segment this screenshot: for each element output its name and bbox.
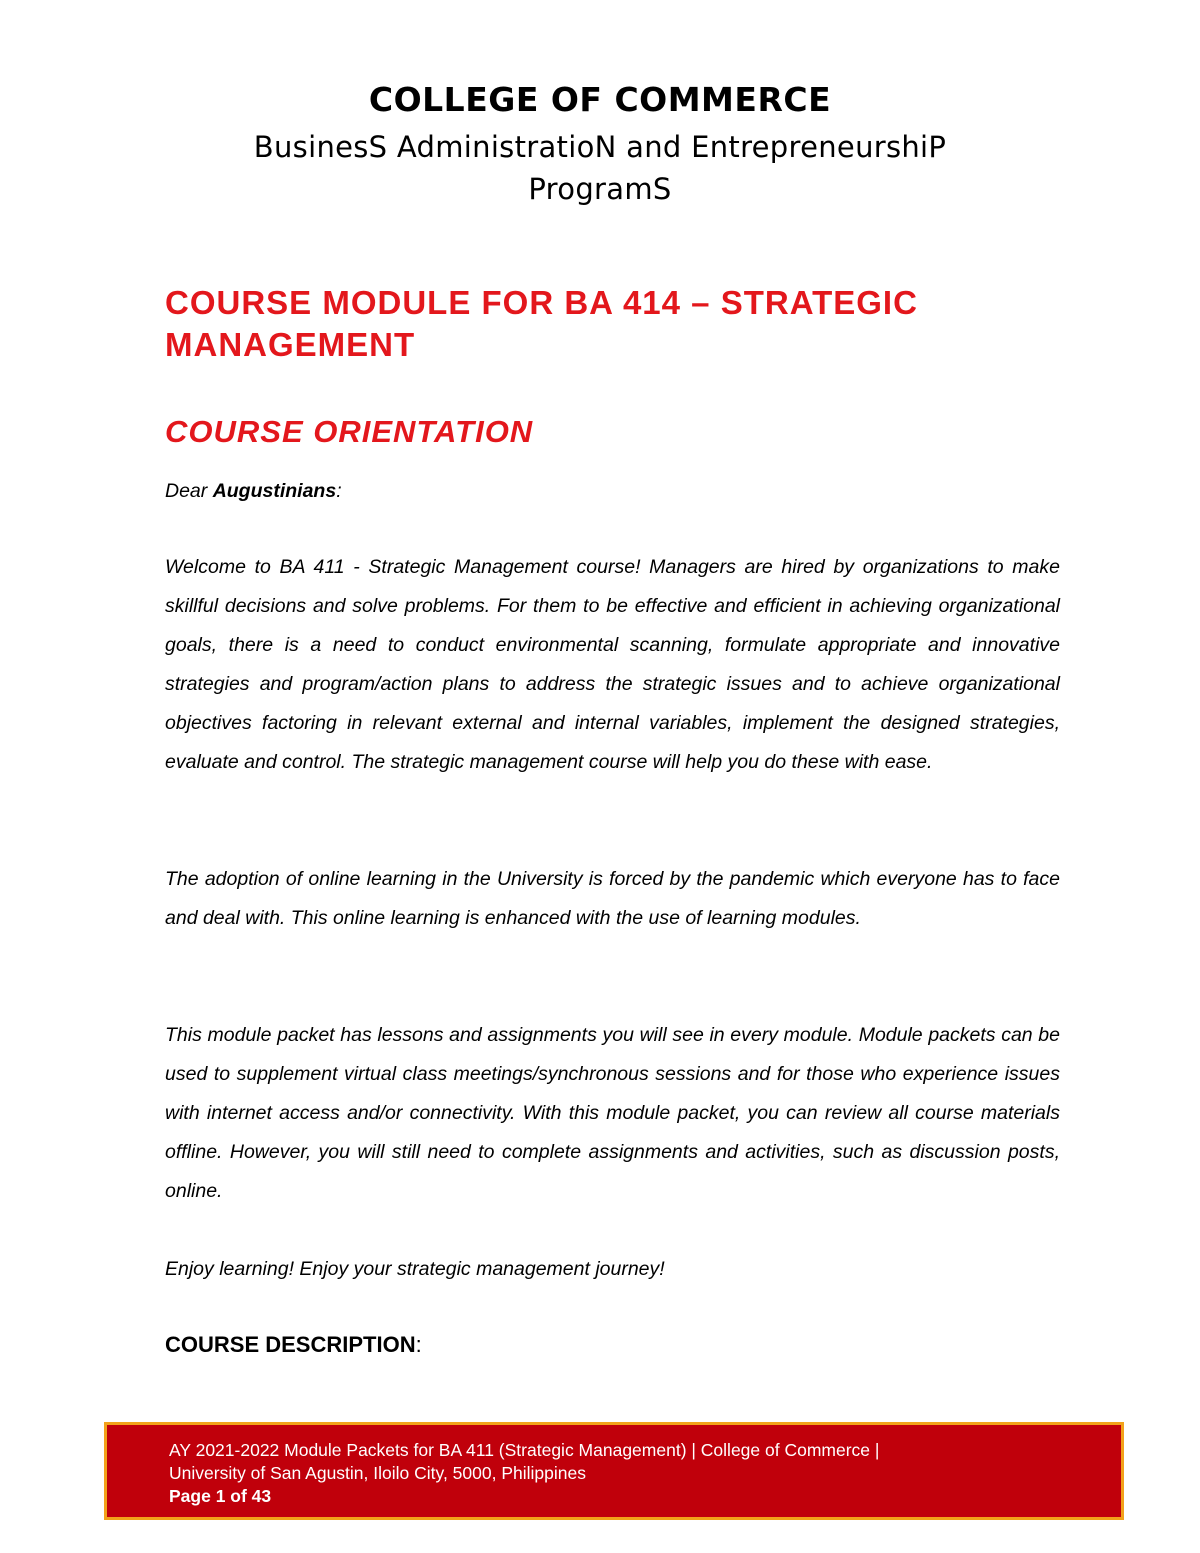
salutation <box>165 472 1060 511</box>
module-title: COURSE MODULE FOR BA 414 – STRATEGIC MANAGEMENT <box>165 284 918 363</box>
page-footer <box>104 1422 1124 1520</box>
course-description-heading <box>165 1332 422 1358</box>
program-title-line-1: BusinesS AdministratioN and EntrepreneurshiP <box>253 130 947 164</box>
footer-line-address: University of San Agustin, Iloilo City, 5000, Philippines <box>169 1463 586 1483</box>
course-description-label: COURSE DESCRIPTION <box>165 1332 416 1357</box>
orientation-paragraph-closing: Enjoy learning! Enjoy your strategic management journey! <box>165 1258 665 1280</box>
salutation-prefix: Dear <box>165 480 213 502</box>
college-title: COLLEGE OF COMMERCE <box>368 80 832 119</box>
course-orientation-heading: COURSE ORIENTATION <box>165 414 534 449</box>
orientation-paragraph-module-packet: This module packet has lessons and assignments you will see in every module. Module packets can be used to supplement virtual class meetings/synchronous sessions and for those who experience issues with internet access and/or connectivity. With this module packet, you can review all course materials offline. However, you will still need to complete assignments and activities, such as discussion posts, online. <box>165 1024 1060 1202</box>
salutation-name: Augustinians <box>212 480 337 502</box>
page-number: Page 1 of 43 <box>169 1486 272 1506</box>
salutation-suffix: : <box>336 480 342 502</box>
footer-line-course: AY 2021-2022 Module Packets for BA 411 (Strategic Management) | College of Commerce | <box>169 1440 880 1460</box>
orientation-paragraph-online-learning: The adoption of online learning in the University is forced by the pandemic which everyone has to face and deal with. This online learning is enhanced with the use of learning modules. <box>165 868 1060 929</box>
program-title-line-2: ProgramS <box>528 172 672 206</box>
course-description-colon: : <box>415 1332 422 1357</box>
orientation-paragraph-welcome: Welcome to BA 411 - Strategic Management course! Managers are hired by organizations to make skillful decisions and solve problems. For them to be effective and efficient in achieving organizational goals, there is a need to conduct environmental scanning, formulate appropriate and innovative strategies and program/action plans to address the strategic issues and to achieve organizational objectives factoring in relevant external and internal variables, implement the designed strategies, evaluate and control. The strategic management course will help you do these with ease. <box>165 556 1060 773</box>
